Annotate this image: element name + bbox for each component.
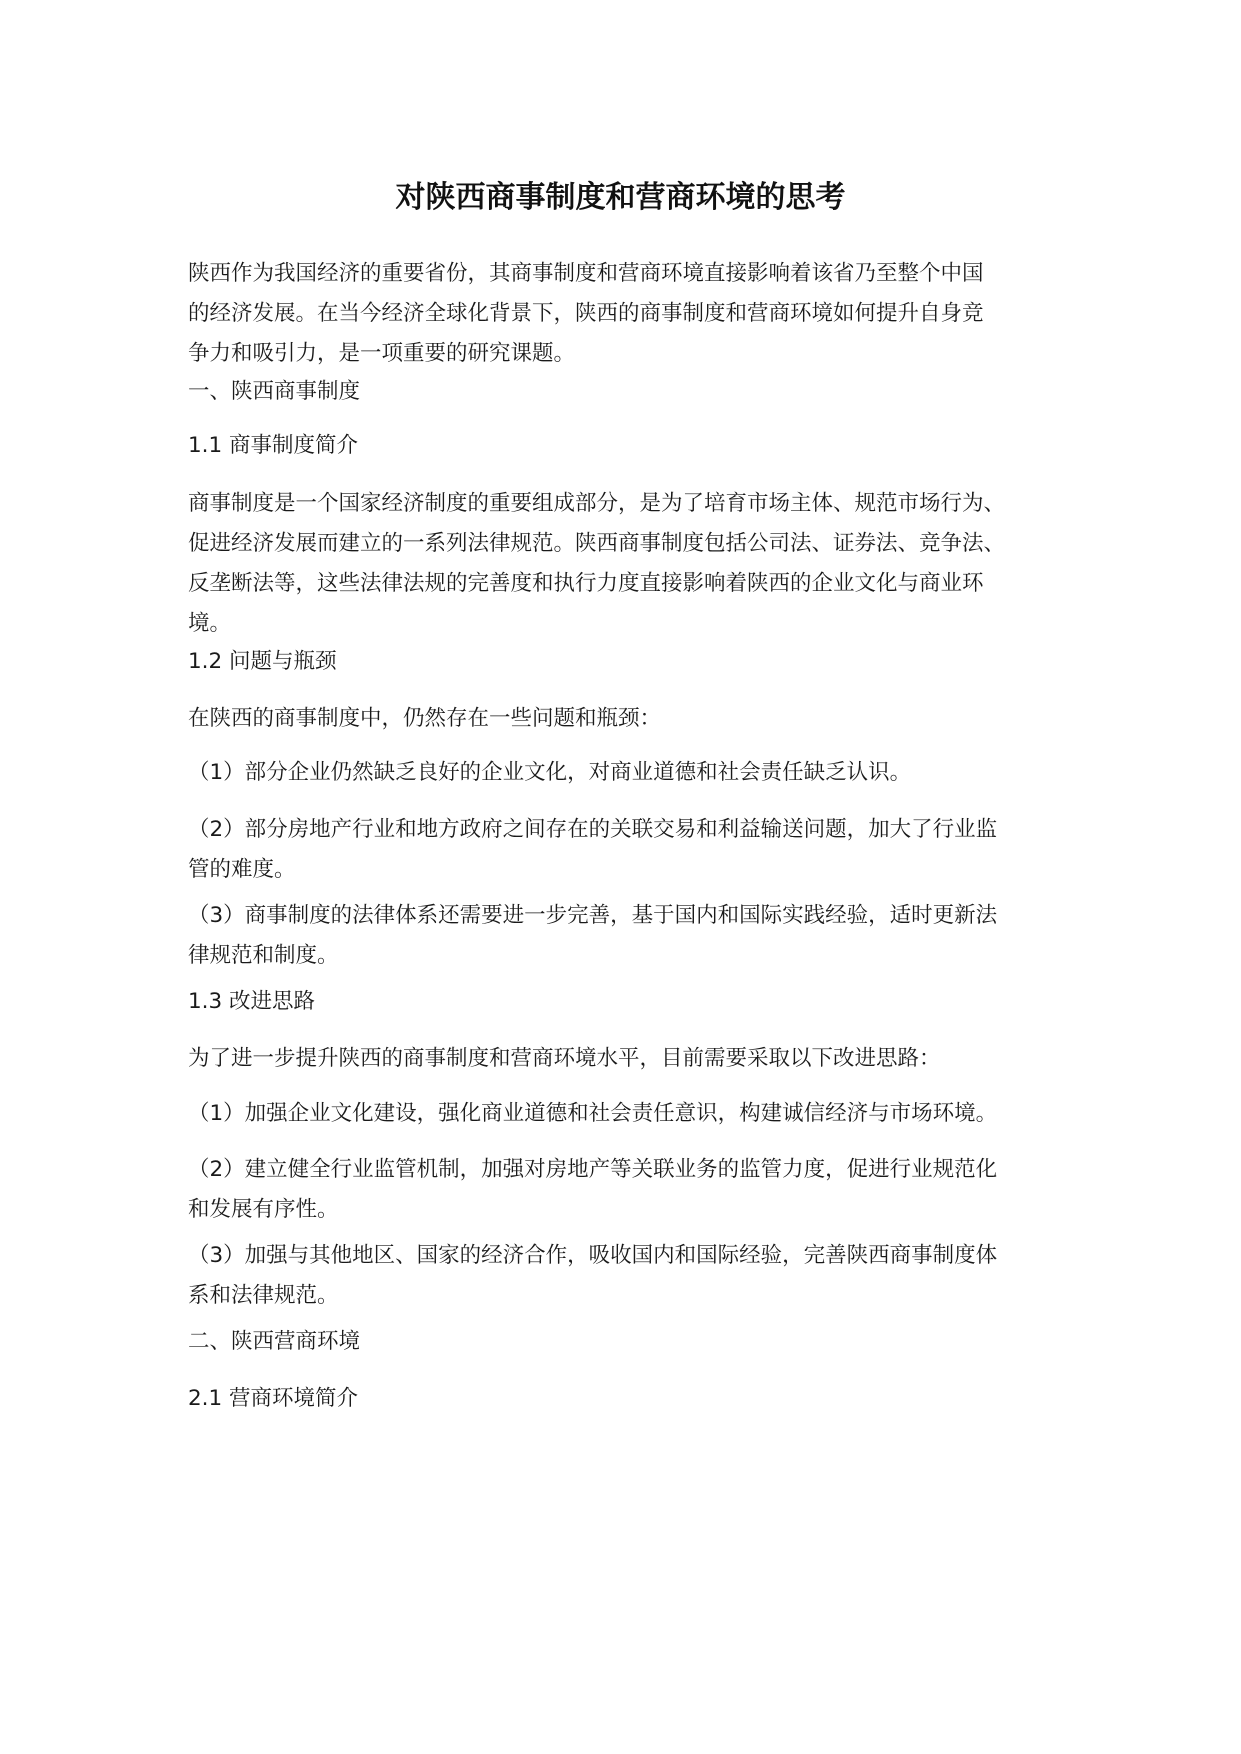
text-line: （3）加强与其他地区、国家的经济合作，吸收国内和国际经验，完善陕西商事制度体: [188, 1243, 998, 1268]
text-line: （3）商事制度的法律体系还需要进一步完善，基于国内和国际实践经验，适时更新法: [188, 903, 998, 928]
body-paragraph: [188, 484, 1068, 644]
text-line: 系和法律规范。: [188, 1283, 339, 1308]
text-line: 2.1 营商环境简介: [188, 1386, 359, 1411]
text-line: 二、陕西营商环境: [188, 1329, 361, 1354]
document-title: 对陕西商事制度和营商环境的思考: [395, 180, 846, 215]
subsection-heading: [188, 982, 1068, 1022]
list-item: [188, 1094, 1068, 1134]
text-line: 境。: [188, 611, 232, 636]
list-item: [188, 810, 1068, 890]
section-heading: [188, 1322, 1068, 1362]
text-line: 在陕西的商事制度中，仍然存在一些问题和瓶颈：: [188, 706, 662, 731]
list-item: [188, 896, 1068, 976]
body-paragraph: [188, 699, 1068, 739]
text-line: （2）建立健全行业监管机制，加强对房地产等关联业务的监管力度，促进行业规范化: [188, 1157, 998, 1182]
intro-paragraph: [188, 254, 1068, 374]
text-line: 和发展有序性。: [188, 1197, 339, 1222]
text-line: 一、陕西商事制度: [188, 379, 361, 404]
list-item: [188, 1236, 1068, 1316]
text-line: 1.3 改进思路: [188, 989, 316, 1014]
subsection-heading: [188, 1379, 1068, 1419]
text-line: 商事制度是一个国家经济制度的重要组成部分，是为了培育市场主体、规范市场行为、: [188, 491, 1006, 516]
list-item: [188, 1150, 1068, 1230]
subsection-heading: [188, 426, 1068, 466]
text-line: （1）加强企业文化建设，强化商业道德和社会责任意识，构建诚信经济与市场环境。: [188, 1101, 998, 1126]
body-paragraph: [188, 1039, 1068, 1079]
text-line: 陕西作为我国经济的重要省份，其商事制度和营商环境直接影响着该省乃至整个中国: [188, 261, 984, 286]
text-line: 1.1 商事制度简介: [188, 433, 359, 458]
subsection-heading: [188, 642, 1068, 682]
list-item: [188, 753, 1068, 793]
text-line: （1）部分企业仍然缺乏良好的企业文化，对商业道德和社会责任缺乏认识。: [188, 760, 912, 785]
text-line: （2）部分房地产行业和地方政府之间存在的关联交易和利益输送问题，加大了行业监: [188, 817, 998, 842]
text-line: 反垄断法等，这些法律法规的完善度和执行力度直接影响着陕西的企业文化与商业环: [188, 571, 984, 596]
text-line: 争力和吸引力，是一项重要的研究课题。: [188, 341, 576, 366]
text-line: 促进经济发展而建立的一系列法律规范。陕西商事制度包括公司法、证券法、竞争法、: [188, 531, 1006, 556]
text-line: 律规范和制度。: [188, 943, 339, 968]
text-line: 管的难度。: [188, 857, 296, 882]
section-heading: [188, 372, 1068, 412]
text-line: 为了进一步提升陕西的商事制度和营商环境水平，目前需要采取以下改进思路：: [188, 1046, 941, 1071]
text-line: 1.2 问题与瓶颈: [188, 649, 337, 674]
text-line: 的经济发展。在当今经济全球化背景下，陕西的商事制度和营商环境如何提升自身竞: [188, 301, 984, 326]
